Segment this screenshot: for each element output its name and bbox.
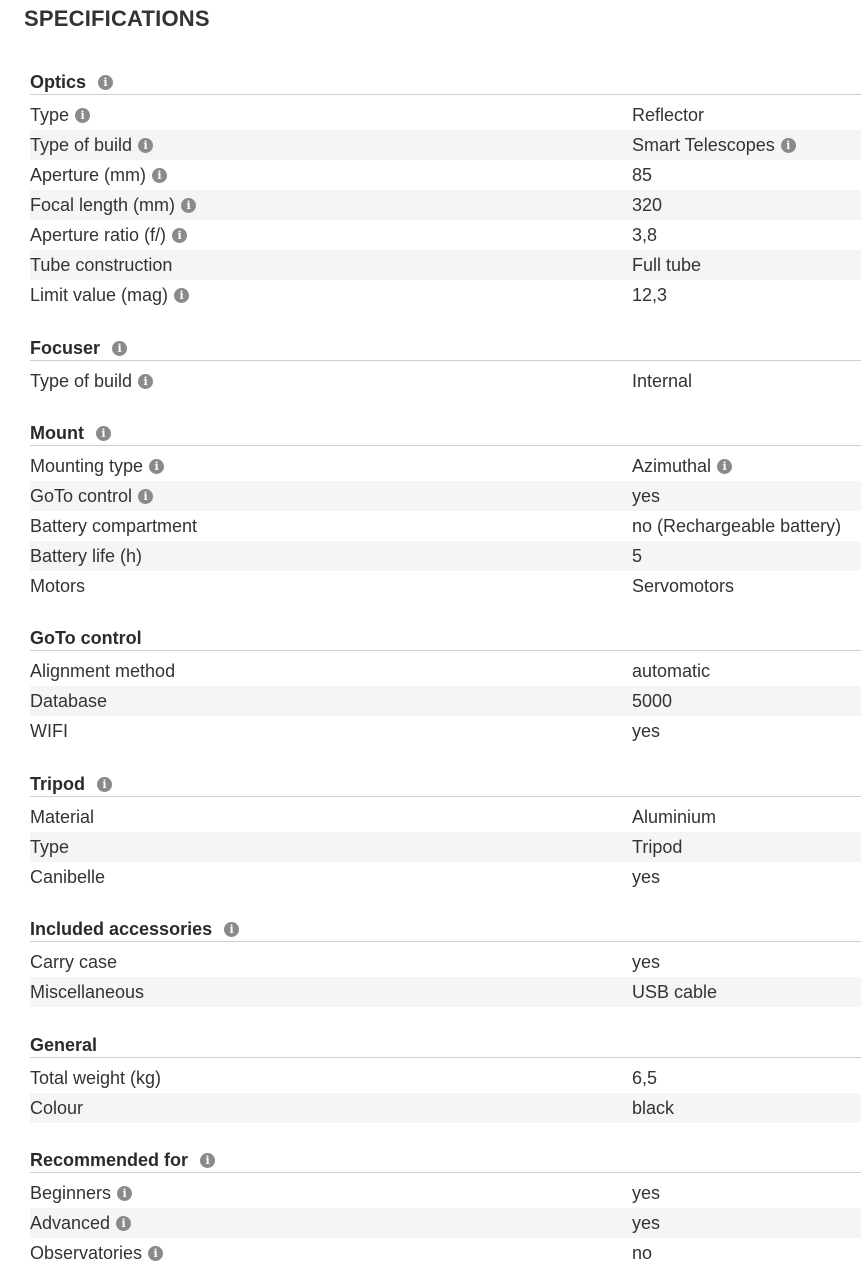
- spec-value-text: black: [632, 1097, 675, 1118]
- section-header: [30, 421, 861, 446]
- spec-label: [30, 486, 153, 507]
- info-icon[interactable]: i: [174, 288, 189, 303]
- spec-row: [30, 250, 861, 280]
- spec-row: [30, 947, 861, 977]
- spec-label-text: Limit value (mag): [30, 284, 169, 305]
- spec-label-text: Type: [30, 836, 70, 857]
- spec-value: [632, 686, 672, 716]
- spec-label-text: Observatories: [30, 1242, 143, 1263]
- spec-row: [30, 130, 861, 160]
- spec-value-text: USB cable: [632, 981, 718, 1002]
- spec-label: [30, 285, 189, 306]
- spec-value: [632, 250, 701, 280]
- info-icon[interactable]: i: [152, 168, 167, 183]
- spec-value-text: Smart Telescopes: [632, 134, 775, 155]
- spec-value: [632, 451, 732, 481]
- spec-row: [30, 366, 861, 396]
- spec-value: [632, 160, 652, 190]
- spec-label-text: Mounting type: [30, 455, 144, 476]
- spec-label: [30, 807, 94, 828]
- spec-value-text: Internal: [632, 370, 693, 391]
- spec-label: [30, 371, 153, 392]
- spec-label: [30, 1183, 132, 1204]
- spec-label-text: Tube construction: [30, 254, 173, 275]
- section-title: Mount: [30, 422, 84, 443]
- spec-value-text: Full tube: [632, 254, 702, 275]
- spec-value: [632, 947, 660, 977]
- spec-value-text: yes: [632, 951, 661, 972]
- spec-value-text: 6,5: [632, 1067, 658, 1088]
- spec-label-text: Beginners: [30, 1182, 112, 1203]
- spec-row: [30, 100, 861, 130]
- spec-label: [30, 516, 197, 537]
- spec-label-text: Carry case: [30, 951, 118, 972]
- spec-row: [30, 1093, 861, 1123]
- spec-value-text: yes: [632, 866, 661, 887]
- spec-value: [632, 802, 716, 832]
- spec-row: [30, 190, 861, 220]
- spec-row: [30, 571, 861, 601]
- spec-label: [30, 721, 68, 742]
- spec-label-text: Material: [30, 806, 95, 827]
- spec-label: [30, 691, 107, 712]
- info-icon[interactable]: i: [172, 228, 187, 243]
- spec-label-text: Advanced: [30, 1212, 111, 1233]
- spec-row: [30, 862, 861, 892]
- spec-value: [632, 1238, 652, 1268]
- spec-label: [30, 255, 172, 276]
- spec-value-text: 5: [632, 545, 643, 566]
- spec-row: [30, 686, 861, 716]
- spec-row: [30, 1178, 861, 1208]
- spec-label-text: Battery life (h): [30, 545, 143, 566]
- spec-value: [632, 1178, 660, 1208]
- spec-value-text: Tripod: [632, 836, 683, 857]
- spec-value-text: 320: [632, 194, 663, 215]
- spec-label-text: Aperture ratio (f/): [30, 224, 167, 245]
- spec-row: [30, 716, 861, 746]
- spec-label-text: Database: [30, 690, 108, 711]
- spec-label: [30, 1213, 131, 1234]
- info-icon[interactable]: i: [781, 138, 796, 153]
- spec-label-text: Type of build: [30, 134, 133, 155]
- spec-label: [30, 456, 164, 477]
- spec-row: [30, 1208, 861, 1238]
- spec-row: [30, 220, 861, 250]
- spec-label: [30, 135, 153, 156]
- info-icon[interactable]: i: [717, 459, 732, 474]
- spec-row: [30, 280, 861, 310]
- info-icon[interactable]: i: [148, 1246, 163, 1261]
- spec-row: [30, 160, 861, 190]
- spec-value-text: 85: [632, 164, 653, 185]
- section-header: [30, 772, 861, 797]
- section-title: Tripod: [30, 773, 85, 794]
- spec-row: [30, 451, 861, 481]
- spec-label: [30, 867, 105, 888]
- spec-value-text: yes: [632, 1212, 661, 1233]
- spec-row: [30, 802, 861, 832]
- spec-value: [632, 571, 734, 601]
- section-title: Recommended for: [30, 1149, 189, 1170]
- spec-label: [30, 837, 69, 858]
- spec-label: [30, 1068, 161, 1089]
- section-header: [30, 1148, 861, 1173]
- spec-row: [30, 832, 861, 862]
- spec-value-text: 3,8: [632, 224, 658, 245]
- spec-value: [632, 130, 796, 160]
- spec-label: [30, 576, 85, 597]
- spec-label: [30, 165, 167, 186]
- spec-value-text: Aluminium: [632, 806, 717, 827]
- spec-value: [632, 1208, 660, 1238]
- spec-value: [632, 977, 717, 1007]
- section-header: [30, 917, 861, 942]
- spec-value: [632, 220, 657, 250]
- section-title: Included accessories: [30, 918, 213, 939]
- spec-value-text: 12,3: [632, 284, 668, 305]
- spec-value-text: no (Rechargeable battery): [632, 515, 842, 536]
- spec-value: [632, 1093, 674, 1123]
- spec-value: [632, 541, 642, 571]
- info-icon[interactable]: i: [117, 1186, 132, 1201]
- spec-label: [30, 1098, 83, 1119]
- spec-label: [30, 982, 144, 1003]
- spec-row: [30, 1063, 861, 1093]
- info-icon[interactable]: i: [112, 341, 127, 356]
- spec-label-text: Focal length (mm): [30, 194, 176, 215]
- spec-value: [632, 656, 710, 686]
- spec-label-text: Total weight (kg): [30, 1067, 162, 1088]
- spec-value: [632, 280, 667, 310]
- spec-label-text: Battery compartment: [30, 515, 198, 536]
- spec-value-text: yes: [632, 485, 661, 506]
- spec-label-text: Colour: [30, 1097, 84, 1118]
- spec-row: [30, 656, 861, 686]
- info-icon[interactable]: i: [181, 198, 196, 213]
- spec-value: [632, 511, 841, 541]
- spec-label-text: GoTo control: [30, 485, 133, 506]
- section-title: Focuser: [30, 337, 101, 358]
- spec-row: [30, 481, 861, 511]
- spec-value: [632, 716, 660, 746]
- spec-label: [30, 661, 175, 682]
- spec-label: [30, 1243, 163, 1264]
- section-title: General: [30, 1034, 98, 1055]
- spec-row: [30, 977, 861, 1007]
- section-header: [30, 626, 861, 651]
- info-icon[interactable]: i: [138, 374, 153, 389]
- spec-row: [30, 1238, 861, 1268]
- info-icon[interactable]: i: [138, 489, 153, 504]
- spec-row: [30, 541, 861, 571]
- section-header: [30, 1033, 861, 1058]
- info-icon[interactable]: i: [200, 1153, 215, 1168]
- spec-value: [632, 862, 660, 892]
- spec-label-text: Motors: [30, 575, 86, 596]
- info-icon[interactable]: i: [149, 459, 164, 474]
- info-icon[interactable]: i: [98, 75, 113, 90]
- spec-label-text: Miscellaneous: [30, 981, 145, 1002]
- spec-value: [632, 190, 662, 220]
- spec-label: [30, 952, 117, 973]
- spec-row: [30, 511, 861, 541]
- spec-value-text: yes: [632, 720, 661, 741]
- info-icon[interactable]: i: [96, 426, 111, 441]
- spec-value: [632, 481, 660, 511]
- spec-label: [30, 225, 187, 246]
- section-title: GoTo control: [30, 627, 142, 648]
- spec-value-text: Servomotors: [632, 575, 735, 596]
- spec-label: [30, 546, 142, 567]
- section-title: Optics: [30, 71, 87, 92]
- info-icon[interactable]: i: [224, 922, 239, 937]
- spec-label-text: Type: [30, 104, 70, 125]
- spec-value-text: Azimuthal: [632, 455, 712, 476]
- info-icon[interactable]: i: [75, 108, 90, 123]
- spec-label-text: Type of build: [30, 370, 133, 391]
- spec-label-text: Canibelle: [30, 866, 106, 887]
- spec-label: [30, 195, 196, 216]
- spec-label-text: Alignment method: [30, 660, 176, 681]
- spec-label: [30, 105, 90, 126]
- info-icon[interactable]: i: [138, 138, 153, 153]
- section-header: [30, 70, 861, 95]
- section-header: [30, 336, 861, 361]
- spec-value: [632, 832, 682, 862]
- spec-label-text: WIFI: [30, 720, 68, 741]
- spec-value-text: automatic: [632, 660, 711, 681]
- spec-value-text: yes: [632, 1182, 661, 1203]
- spec-value: [632, 100, 704, 130]
- page-title: SPECIFICATIONS: [24, 6, 210, 31]
- spec-value: [632, 1063, 657, 1093]
- info-icon[interactable]: i: [116, 1216, 131, 1231]
- spec-value-text: 5000: [632, 690, 673, 711]
- spec-value: [632, 366, 692, 396]
- info-icon[interactable]: i: [97, 777, 112, 792]
- spec-value-text: Reflector: [632, 104, 705, 125]
- spec-label-text: Aperture (mm): [30, 164, 147, 185]
- spec-value-text: no: [632, 1242, 653, 1263]
